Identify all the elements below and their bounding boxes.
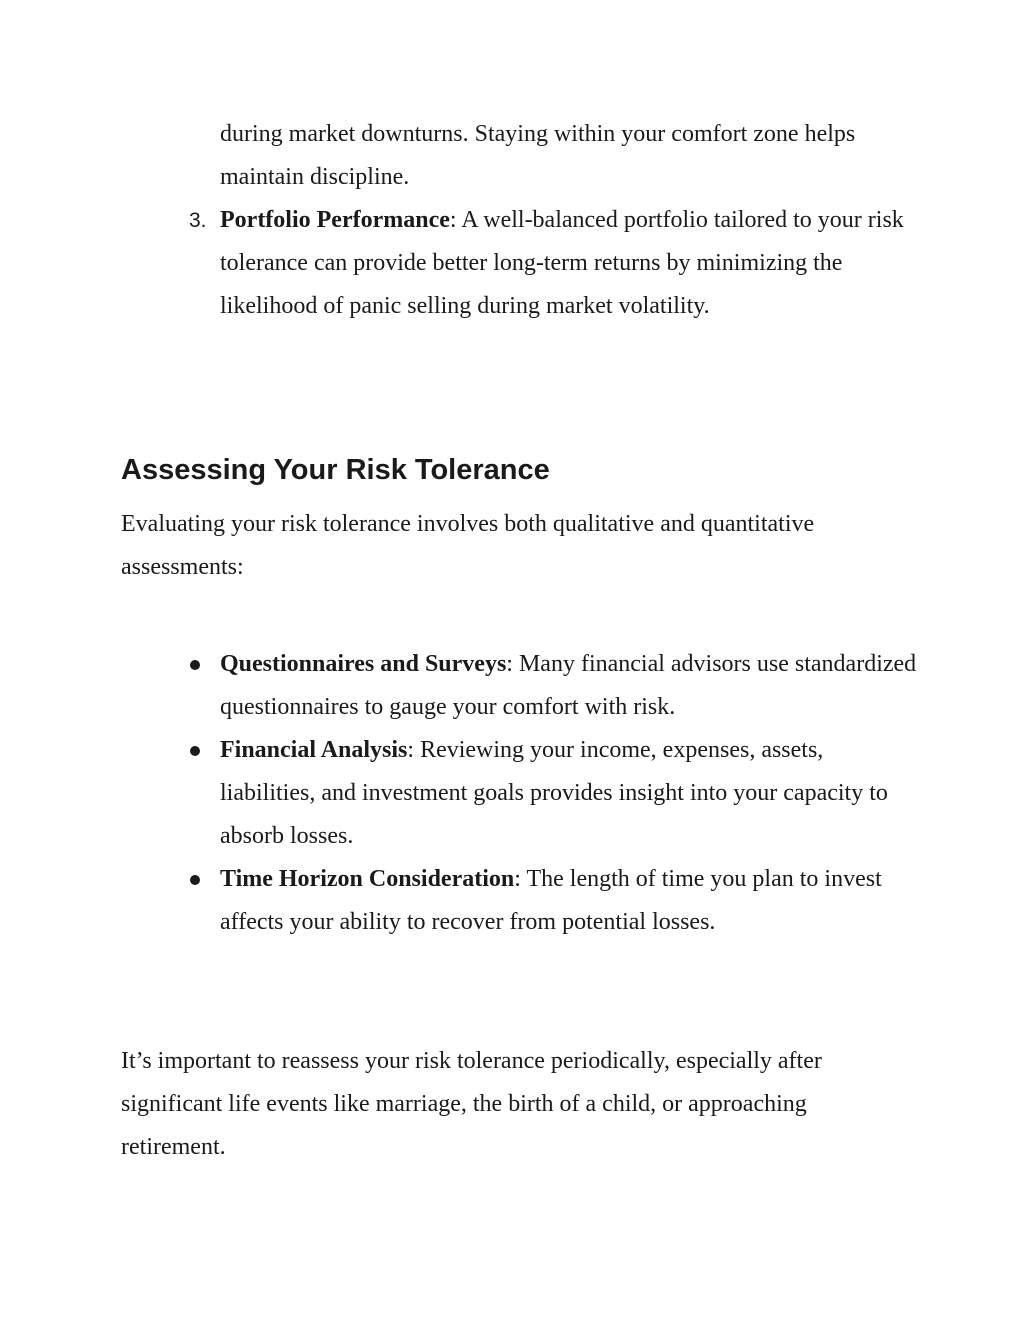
bullet-item-text: Many financial advisors use standardized questionnaires to gauge your comfort with risk. <box>220 651 917 720</box>
section-heading: Assessing Your Risk Tolerance <box>121 454 550 486</box>
continued-list-item-text: during market downturns. Staying within your comfort zone helps maintain discipline. <box>220 121 856 190</box>
bullet-item-text: The length of time you plan to invest affects your ability to recover from potential losses. <box>220 866 882 935</box>
list-item-text: A well-balanced portfolio tailored to your risk tolerance can provide better long-term returns by minimizing the likelihood of panic selling during market volatility. <box>220 207 904 319</box>
bullet-list <box>220 643 920 944</box>
bullet-item-term: Financial Analysis <box>220 737 408 763</box>
continued-list-item <box>220 113 920 199</box>
bullet-dot-icon <box>190 746 200 756</box>
bullet-dot-icon <box>190 875 200 885</box>
bullet-item-term: Questionnaires and Surveys <box>220 651 507 677</box>
list-number: 3. <box>189 209 207 232</box>
bullet-dot-icon <box>190 660 200 670</box>
bullet-item-time-horizon <box>220 858 920 944</box>
bullet-item-separator: : <box>506 651 513 677</box>
numbered-list-item-portfolio-performance <box>189 199 920 328</box>
section-intro-paragraph: Evaluating your risk tolerance involves both qualitative and quantitative assessments: <box>121 511 815 580</box>
bullet-item-separator: : <box>407 737 415 763</box>
list-item-separator: : <box>449 207 457 233</box>
bullet-item-questionnaires <box>220 643 920 729</box>
bullet-item-separator: : <box>514 866 521 892</box>
list-item-term: Portfolio Performance <box>220 207 450 233</box>
closing-paragraph: It’s important to reassess your risk tolerance periodically, especially after significant life events like marriage, the birth of a child, or approaching retirement. <box>121 1048 822 1160</box>
bullet-item-text: Reviewing your income, expenses, assets, liabilities, and investment goals provides insight into your capacity to absorb losses. <box>220 737 888 849</box>
bullet-item-financial-analysis <box>220 729 920 858</box>
bullet-item-term: Time Horizon Consideration <box>220 866 515 892</box>
